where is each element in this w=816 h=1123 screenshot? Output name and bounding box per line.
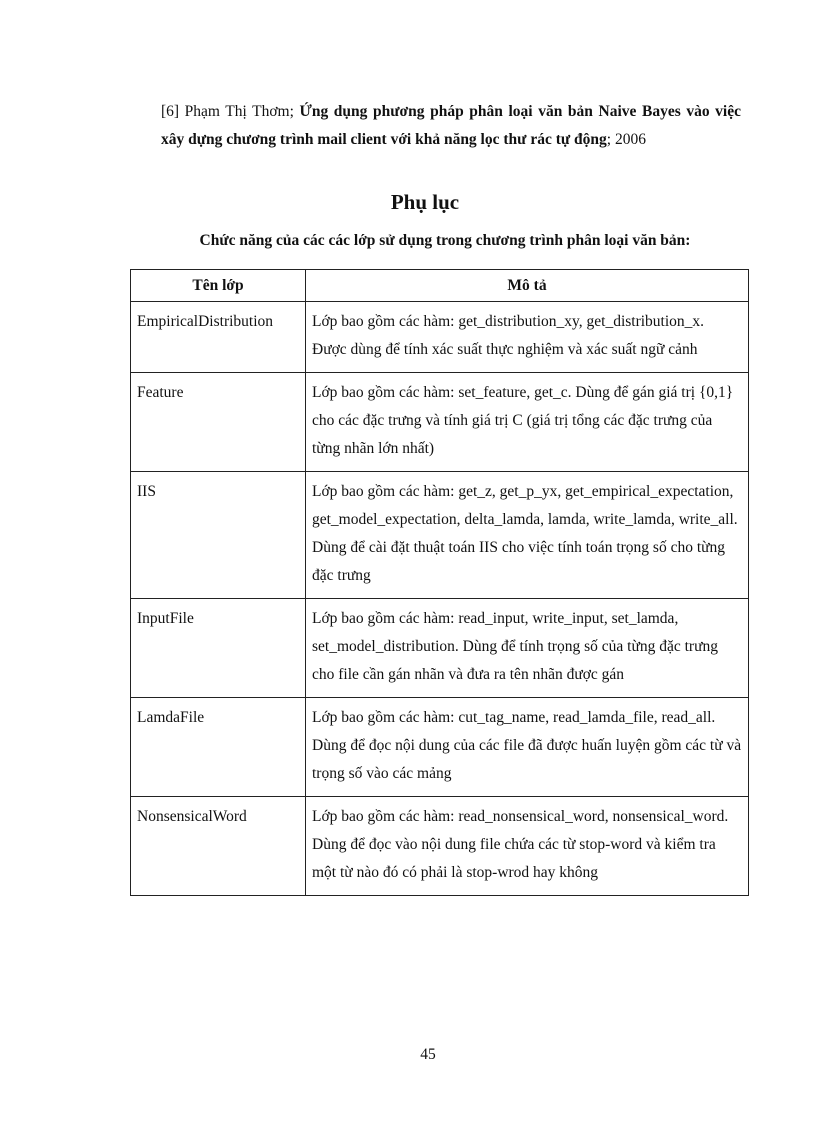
class-name-cell: NonsensicalWord — [131, 797, 306, 896]
class-description-cell: Lớp bao gồm các hàm: read_nonsensical_word, nonsensical_word. Dùng để đọc vào nội dung file chứa các từ stop-word và kiểm tra một từ nào đó có phải là stop-wrod hay không — [306, 797, 749, 896]
appendix-title: Phụ lục — [390, 190, 460, 214]
table-row — [131, 373, 749, 472]
reference-entry — [161, 98, 741, 154]
table-header-row — [131, 270, 749, 302]
class-name-cell: LamdaFile — [131, 698, 306, 797]
header-description: Mô tả — [306, 270, 749, 302]
class-description-cell: Lớp bao gồm các hàm: set_feature, get_c. Dùng để gán giá trị {0,1} cho các đặc trưng và tính giá trị C (giá trị tổng các đặc trưng của từng nhãn lớn nhất) — [306, 373, 749, 472]
reference-suffix: ; 2006 — [606, 131, 646, 148]
class-description-table — [130, 269, 749, 896]
reference-prefix: [6] Phạm Thị Thơm; — [161, 103, 300, 120]
table-row — [131, 797, 749, 896]
class-description-cell: Lớp bao gồm các hàm: get_z, get_p_yx, get_empirical_expectation, get_model_expectation, delta_lamda, lamda, write_lamda, write_all. Dùng để cài đặt thuật toán IIS cho việc tính toán trọng số cho từng đặc trưng — [306, 472, 749, 599]
table-row — [131, 472, 749, 599]
table-row — [131, 599, 749, 698]
header-class-name: Tên lớp — [131, 270, 306, 302]
class-name-cell: EmpiricalDistribution — [131, 302, 306, 373]
class-name-cell: Feature — [131, 373, 306, 472]
class-description-cell: Lớp bao gồm các hàm: cut_tag_name, read_lamda_file, read_all. Dùng để đọc nội dung của các file đã được huấn luyện gồm các từ và trọng số vào các mảng — [306, 698, 749, 797]
class-name-cell: InputFile — [131, 599, 306, 698]
table-caption: Chức năng của các các lớp sử dụng trong chương trình phân loại văn bản: — [199, 232, 691, 249]
table-row — [131, 302, 749, 373]
class-description-cell: Lớp bao gồm các hàm: get_distribution_xy, get_distribution_x. Được dùng để tính xác suất thực nghiệm và xác suất ngữ cảnh — [306, 302, 749, 373]
class-description-cell: Lớp bao gồm các hàm: read_input, write_input, set_lamda, set_model_distribution. Dùng để tính trọng số của từng đặc trưng cho file cần gán nhãn và đưa ra tên nhãn được gán — [306, 599, 749, 698]
table-row — [131, 698, 749, 797]
reference-title: Ứng dụng phương pháp phân loại văn bản Naive Bayes vào việc xây dựng chương trình mail client với khả năng lọc thư rác tự động — [161, 103, 741, 148]
class-name-cell: IIS — [131, 472, 306, 599]
page-number: 45 — [420, 1046, 436, 1063]
